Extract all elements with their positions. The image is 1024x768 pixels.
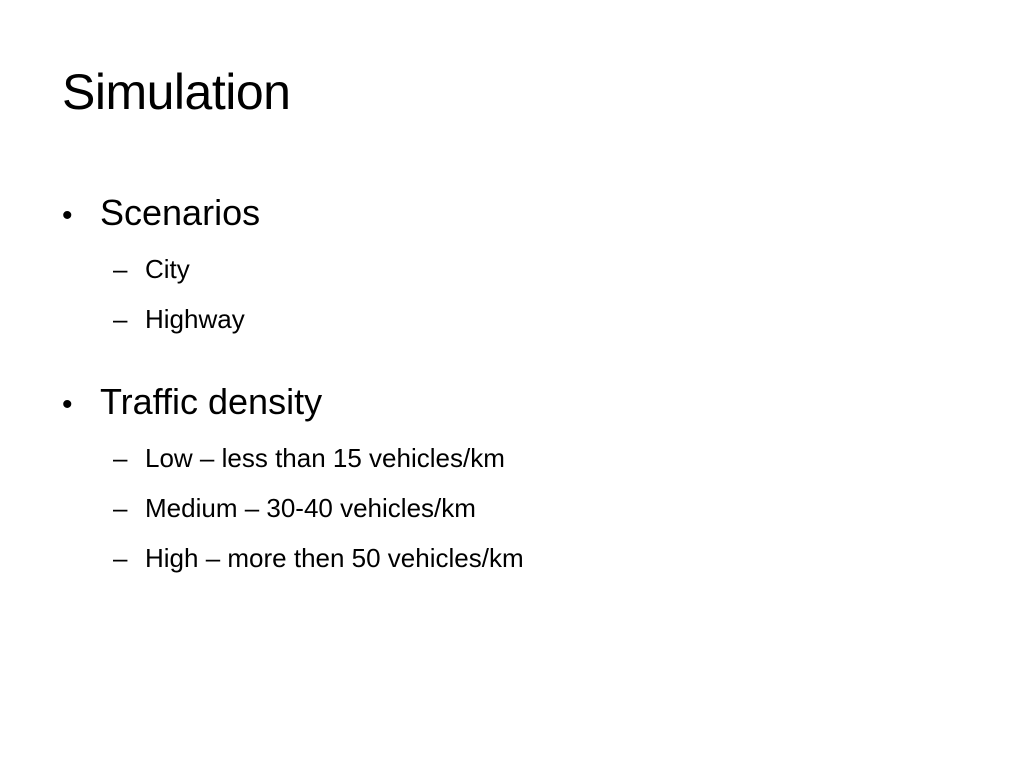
sub-bullet-marker: –: [113, 304, 128, 334]
slide-content: [62, 188, 962, 580]
section-traffic-density: [62, 377, 962, 580]
bullet-text: Traffic density: [100, 381, 323, 422]
sub-bullet-marker: –: [113, 493, 128, 523]
sub-bullet-marker: –: [113, 543, 128, 573]
sub-bullet-text: Medium – 30-40 vehicles/km: [145, 493, 476, 523]
sub-bullet-high: [62, 536, 962, 580]
bullet-text: Scenarios: [100, 192, 261, 233]
sub-bullet-text: City: [145, 254, 190, 284]
section-scenarios: [62, 188, 962, 341]
sub-bullet-text: High – more then 50 vehicles/km: [145, 543, 524, 573]
scenarios-sub-list: [62, 247, 962, 341]
sub-bullet-city: [62, 247, 962, 291]
bullet-marker: •: [62, 199, 73, 232]
slide-title: Simulation: [62, 64, 291, 120]
sub-bullet-medium: [62, 486, 962, 530]
sub-bullet-marker: –: [113, 254, 128, 284]
sub-bullet-text: Low – less than 15 vehicles/km: [145, 443, 505, 473]
bullet-traffic-density: [62, 377, 962, 430]
bullet-marker: •: [62, 388, 73, 421]
sub-bullet-marker: –: [113, 443, 128, 473]
sub-bullet-highway: [62, 297, 962, 341]
sub-bullet-low: [62, 436, 962, 480]
sub-bullet-text: Highway: [145, 304, 245, 334]
bullet-scenarios: [62, 188, 962, 241]
traffic-density-sub-list: [62, 436, 962, 580]
